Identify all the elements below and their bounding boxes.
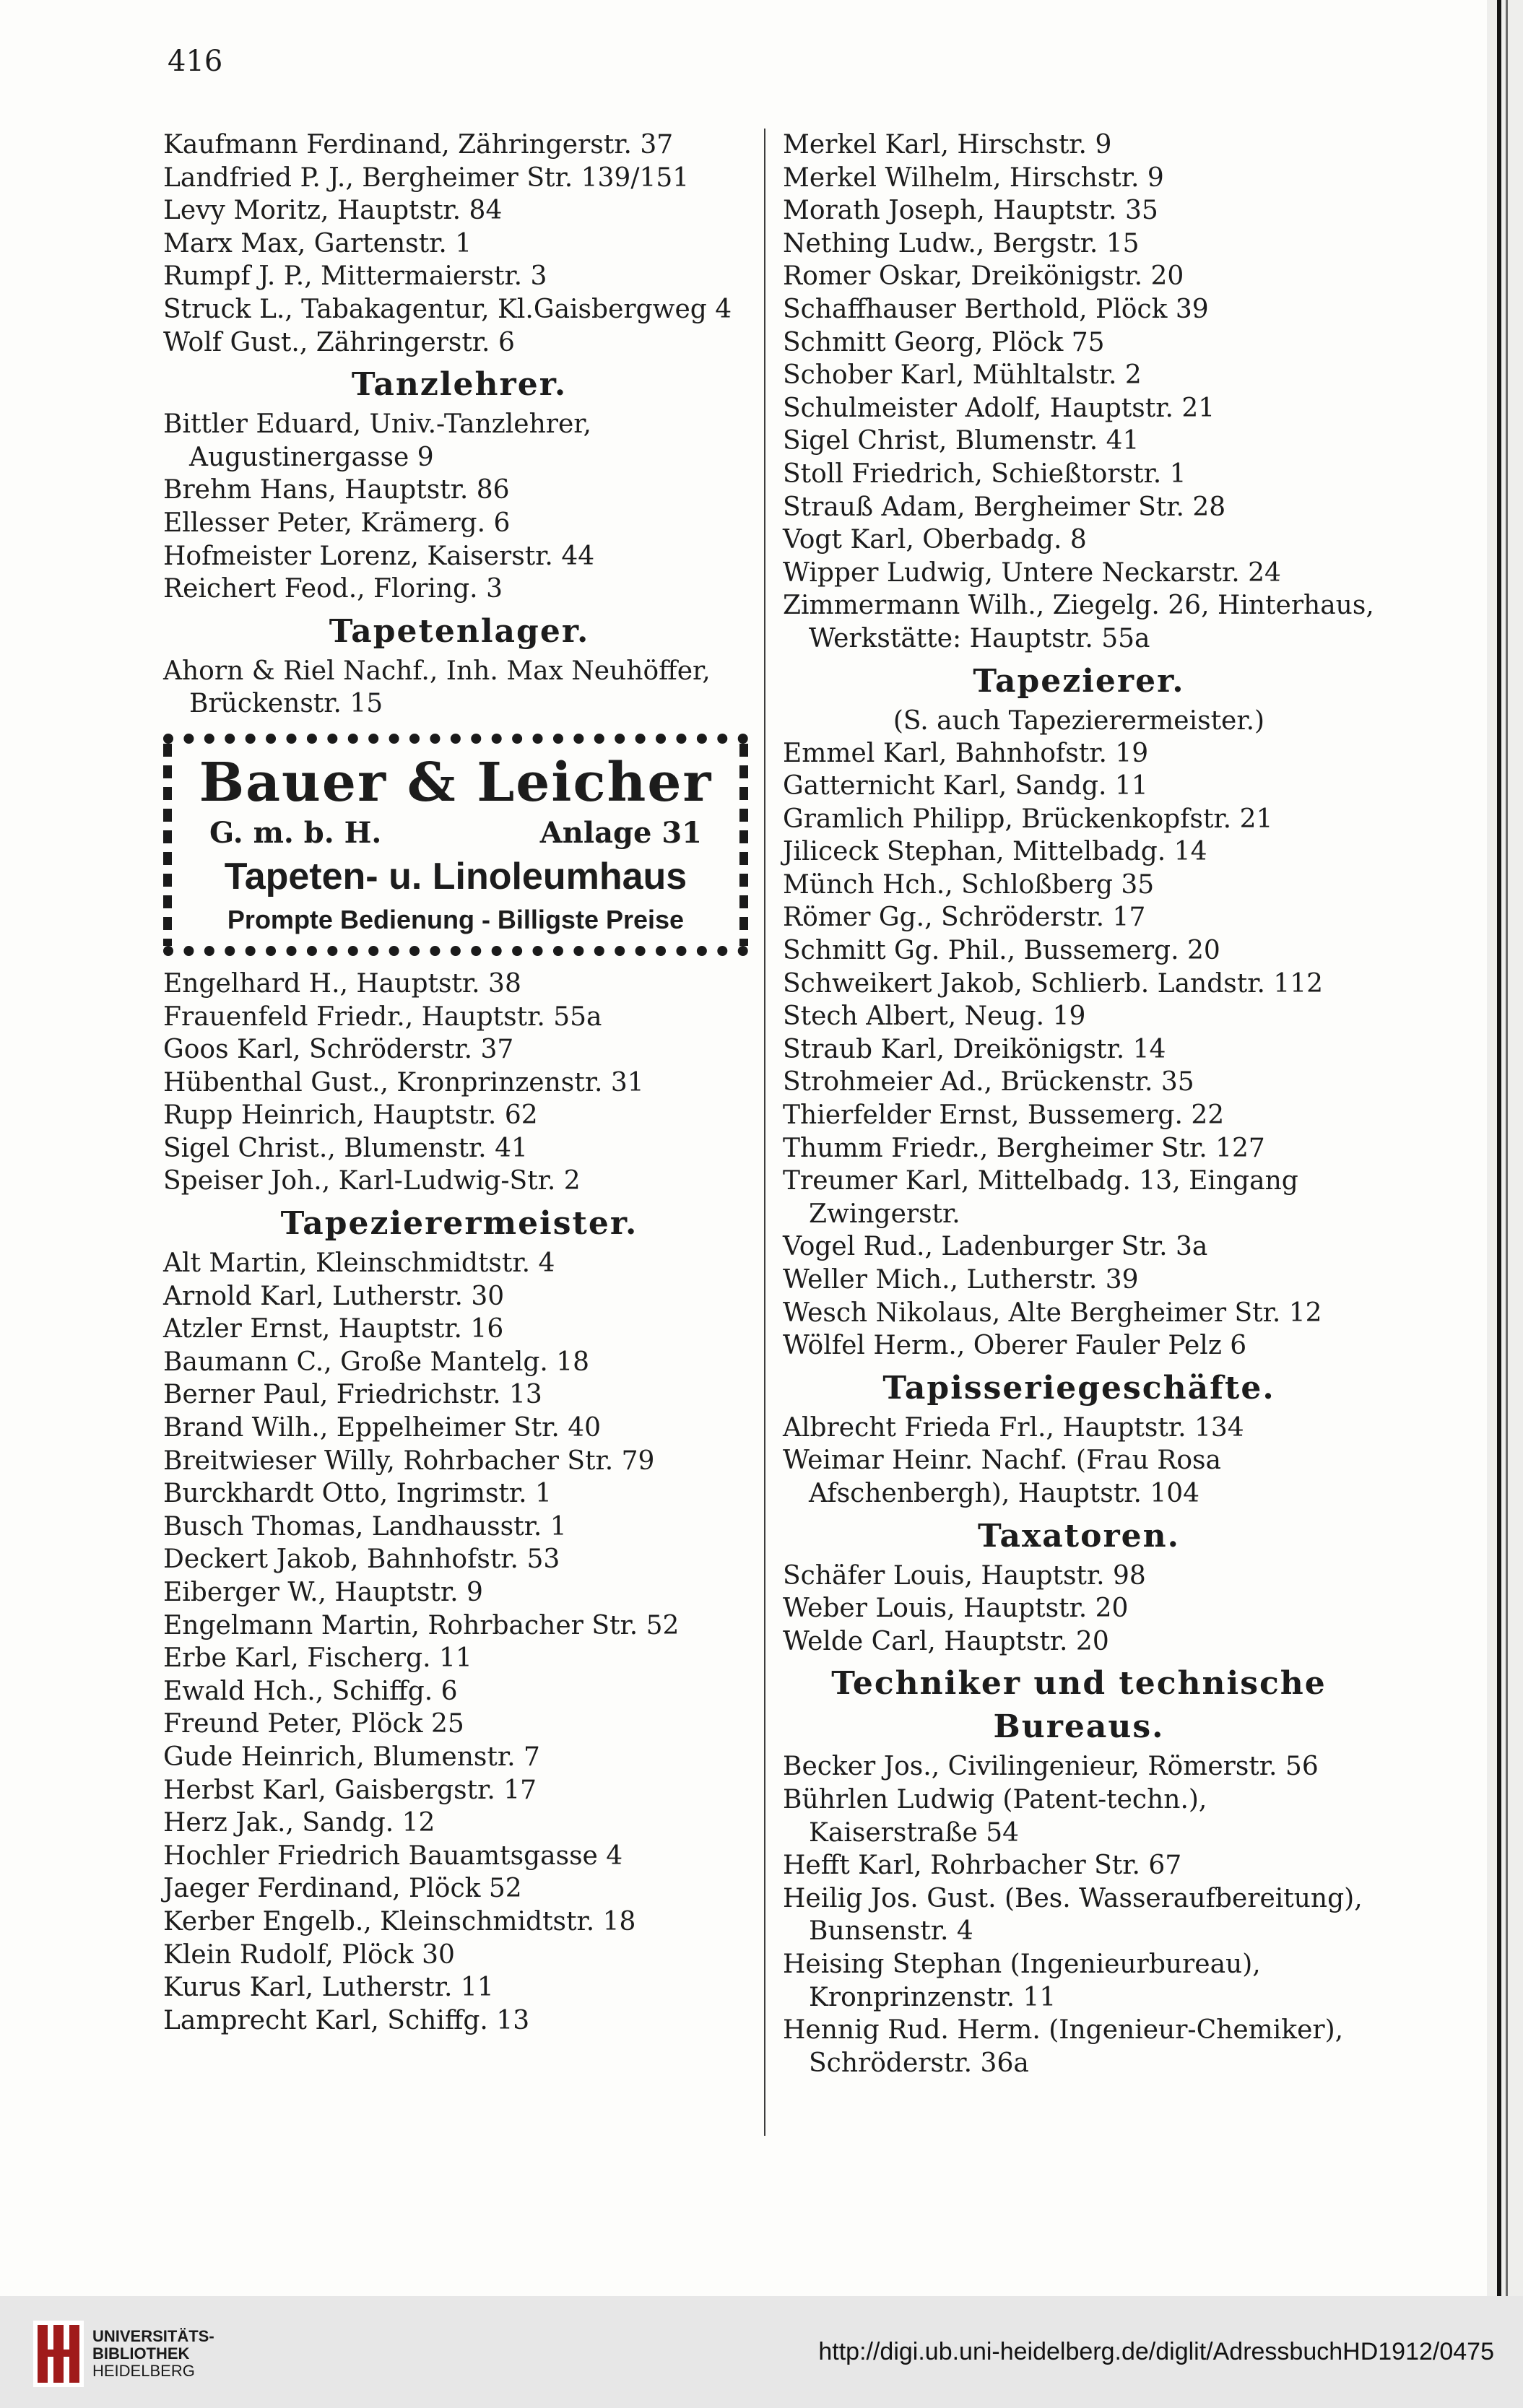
list-item: Brehm Hans, Hauptstr. 86 [163,475,510,505]
list-item: Sigel Christ., Blumenstr. 41 [163,1133,528,1163]
list-item: Breitwieser Willy, Rohrbacher Str. 79 [163,1446,655,1476]
list-item: Atzler Ernst, Hauptstr. 16 [163,1314,504,1344]
list-item: Schmitt Georg, Plöck 75 [783,327,1105,357]
list-item: Morath Joseph, Hauptstr. 35 [783,196,1158,226]
binding-bar-thin [1506,0,1508,2296]
list-item: Eiberger W., Hauptstr. 9 [163,1578,483,1607]
taxatoren-list [783,1560,1375,1659]
list-item: Ewald Hch., Schiffg. 6 [163,1676,458,1706]
list-item: Levy Moritz, Hauptstr. 84 [163,196,503,226]
section-heading-tanzlehrer: Tanzlehrer. [351,366,568,404]
list-item: Frauenfeld Friedr., Hauptstr. 55a [163,1001,602,1032]
binding-edge [1487,0,1523,2296]
list-item: Gude Heinrich, Blumenstr. 7 [163,1742,540,1772]
list-item: Thumm Friedr., Bergheimer Str. 127 [783,1133,1265,1163]
library-line-3: HEIDELBERG [92,2362,195,2380]
column-divider [764,129,765,2136]
list-item: Zimmermann Wilh., Ziegelg. 26, Hinterhaus, Werkstätte: Hauptstr. 55a [783,591,1374,653]
list-item: Merkel Karl, Hirschstr. 9 [783,130,1112,160]
library-name [92,2328,214,2380]
list-item: Bührlen Ludwig (Patent-techn.), Kaiserstraße 54 [783,1784,1207,1848]
list-item: Brand Wilh., Eppelheimer Str. 40 [163,1413,602,1443]
list-item: Engelhard H., Hauptstr. 38 [163,968,521,999]
list-item: Wipper Ludwig, Untere Neckarstr. 24 [783,557,1281,588]
list-item: Burckhardt Otto, Ingrimstr. 1 [163,1479,552,1509]
binding-bar [1497,0,1501,2296]
ad-slogan: Prompte Bedienung - Billigste Preise [227,904,685,934]
list-item: Berner Paul, Friedrichstr. 13 [163,1380,542,1410]
list-item: Römer Gg., Schröderstr. 17 [783,903,1146,933]
list-item: Struck L., Tabakagentur, Kl.Gaisbergweg 4 [163,294,732,324]
list-item: Schober Karl, Mühltalstr. 2 [783,360,1142,391]
list-item: Ellesser Peter, Krämerg. 6 [163,508,511,538]
section-heading-taxatoren: Taxatoren. [978,1517,1180,1555]
section-heading-tapezierermeister: Tapezierermeister. [280,1205,638,1243]
list-item: Marx Max, Gartenstr. 1 [163,228,472,258]
list-item: Straub Karl, Dreikönigstr. 14 [783,1034,1166,1064]
list-item: Hefft Karl, Rohrbacher Str. 67 [783,1851,1182,1881]
ad-address: Anlage 31 [539,815,702,850]
section-heading-tapezierer: Tapezierer. [973,662,1185,700]
section-heading-techniker: Techniker und technische Bureaus. [831,1665,1327,1746]
list-item: Romer Oskar, Dreikönigstr. 20 [783,261,1184,292]
tanzlehrer-list [163,408,755,606]
list-item: Alt Martin, Kleinschmidtstr. 4 [163,1248,555,1279]
list-item: Wolf Gust., Zähringerstr. 6 [163,327,515,357]
list-item: Kaufmann Ferdinand, Zähringerstr. 37 [163,130,674,160]
list-item: Heising Stephan (Ingenieurbureau), Kronprinzenstr. 11 [783,1949,1261,2012]
ad-info-row [181,814,731,852]
list-item: Hübenthal Gust., Kronprinzenstr. 31 [163,1067,644,1097]
list-item: Sigel Christ, Blumenstr. 41 [783,426,1140,456]
list-item: Gatternicht Karl, Sandg. 11 [783,771,1148,801]
list-item: Kerber Engelb., Kleinschmidtstr. 18 [163,1906,636,1937]
list-item: Weimar Heinr. Nachf. (Frau Rosa Afschenbergh), Hauptstr. 104 [783,1446,1221,1508]
page-number: 416 [168,45,223,78]
left-column [163,129,755,2037]
list-item: Stoll Friedrich, Schießtorstr. 1 [783,458,1186,489]
list-item: Schweikert Jakob, Schlierb. Landstr. 112 [783,968,1324,999]
list-item: Baumann C., Große Mantelg. 18 [163,1347,590,1377]
list-item: Welde Carl, Hauptstr. 20 [783,1626,1109,1656]
after-ad-list [163,968,755,1198]
list-item: Stech Albert, Neug. 19 [783,1001,1086,1032]
list-item: Schäfer Louis, Hauptstr. 98 [783,1560,1146,1591]
list-item: Erbe Karl, Fischerg. 11 [163,1643,472,1674]
list-item: Speiser Joh., Karl-Ludwig-Str. 2 [163,1166,581,1196]
list-item: Emmel Karl, Bahnhofstr. 19 [783,738,1149,768]
list-item: Becker Jos., Civilingenieur, Römerstr. 56 [783,1752,1319,1782]
list-item: Schmitt Gg. Phil., Bussemerg. 20 [783,936,1220,966]
list-item: Hennig Rud. Herm. (Ingenieur-Chemiker), Schröderstr. 36a [783,2015,1344,2078]
list-item: Münch Hch., Schloßberg 35 [783,869,1155,900]
list-item: Lamprecht Karl, Schiffg. 13 [163,2005,530,2035]
list-item: Strohmeier Ad., Brückenstr. 35 [783,1067,1194,1097]
ad-legal-form: G. m. b. H. [209,815,382,850]
list-item: Gramlich Philipp, Brückenkopfstr. 21 [783,804,1273,834]
list-item: Rupp Heinrich, Hauptstr. 62 [163,1100,538,1131]
list-item: Schaffhauser Berthold, Plöck 39 [783,294,1209,324]
tapezierer-list [783,737,1375,1362]
list-item: Vogel Rud., Ladenburger Str. 3a [783,1232,1208,1262]
list-item: Wesch Nikolaus, Alte Bergheimer Str. 12 [783,1298,1322,1328]
list-item: Herbst Karl, Gaisbergstr. 17 [163,1775,537,1805]
list-item: Rumpf J. P., Mittermaierstr. 3 [163,261,547,292]
list-item: Hofmeister Lorenz, Kaiserstr. 44 [163,541,595,571]
list-item: Weller Mich., Lutherstr. 39 [783,1265,1139,1295]
list-item: Deckert Jakob, Bahnhofstr. 53 [163,1544,560,1575]
list-item: Landfried P. J., Bergheimer Str. 139/151 [163,162,690,193]
list-item: Herz Jak., Sandg. 12 [163,1808,435,1838]
list-item: Arnold Karl, Lutherstr. 30 [163,1281,505,1311]
list-item: Kurus Karl, Lutherstr. 11 [163,1973,494,2003]
advertisement-box [163,734,748,956]
list-item: Albrecht Frieda Frl., Hauptstr. 134 [783,1412,1244,1443]
list-item: Merkel Wilhelm, Hirschstr. 9 [783,162,1164,193]
list-item: Engelmann Martin, Rohrbacher Str. 52 [163,1610,680,1640]
list-item: Heilig Jos. Gust. (Bes. Wasseraufbereitung), Bunsenstr. 4 [783,1883,1363,1947]
techniker-list [783,1750,1375,2079]
list-item: Jaeger Ferdinand, Plöck 52 [163,1874,522,1904]
list-item: Treumer Karl, Mittelbadg. 13, Eingang Zwingerstr. [783,1166,1298,1229]
list-item: Freund Peter, Plöck 25 [163,1709,464,1739]
list-item: Wölfel Herm., Oberer Fauler Pelz 6 [783,1331,1247,1361]
list-item: Thierfelder Ernst, Bussemerg. 22 [783,1100,1225,1131]
left-top-list [163,129,755,359]
permalink-url[interactable]: http://digi.ub.uni-heidelberg.de/diglit/AdressbuchHD1912/0475 [818,2338,1494,2365]
ad-firm-name: Bauer & Leicher [199,751,713,814]
list-item: Goos Karl, Schröderstr. 37 [163,1035,514,1065]
library-line-2: BIBLIOTHEK [92,2344,190,2363]
right-top-list [783,129,1375,656]
section-heading-tapisserie: Tapisseriegeschäfte. [882,1369,1275,1407]
tapisserie-list [783,1412,1375,1511]
section-heading-tapetenlager: Tapetenlager. [329,612,590,650]
list-item: Jiliceck Stephan, Mittelbadg. 14 [783,837,1207,867]
list-item: Weber Louis, Hauptstr. 20 [783,1594,1129,1624]
right-column [783,129,1375,2079]
ad-trade: Tapeten- u. Linoleumhaus [224,855,687,897]
list-item: Schulmeister Adolf, Hauptstr. 21 [783,393,1215,423]
viewer-footer [0,2296,1523,2408]
tapetenlager-list [163,655,755,721]
list-item: Busch Thomas, Landhausstr. 1 [163,1511,567,1542]
list-item: Strauß Adam, Bergheimer Str. 28 [783,492,1226,522]
list-item: Ahorn & Riel Nachf., Inh. Max Neuhöffer, Brückenstr. 15 [163,656,711,719]
library-line-1: UNIVERSITÄTS- [92,2327,214,2345]
list-item: Klein Rudolf, Plöck 30 [163,1939,455,1970]
library-logo-icon [33,2321,84,2387]
list-item: Vogt Karl, Oberbadg. 8 [783,525,1087,555]
tapezierermeister-list [163,1247,755,2037]
section-note: (S. auch Tapezierermeister.) [893,705,1265,736]
list-item: Bittler Eduard, Univ.-Tanzlehrer, Augustinergasse 9 [163,409,591,472]
list-item: Reichert Feod., Floring. 3 [163,574,503,604]
list-item: Nething Ludw., Bergstr. 15 [783,228,1140,258]
list-item: Hochler Friedrich Bauamtsgasse 4 [163,1840,623,1871]
